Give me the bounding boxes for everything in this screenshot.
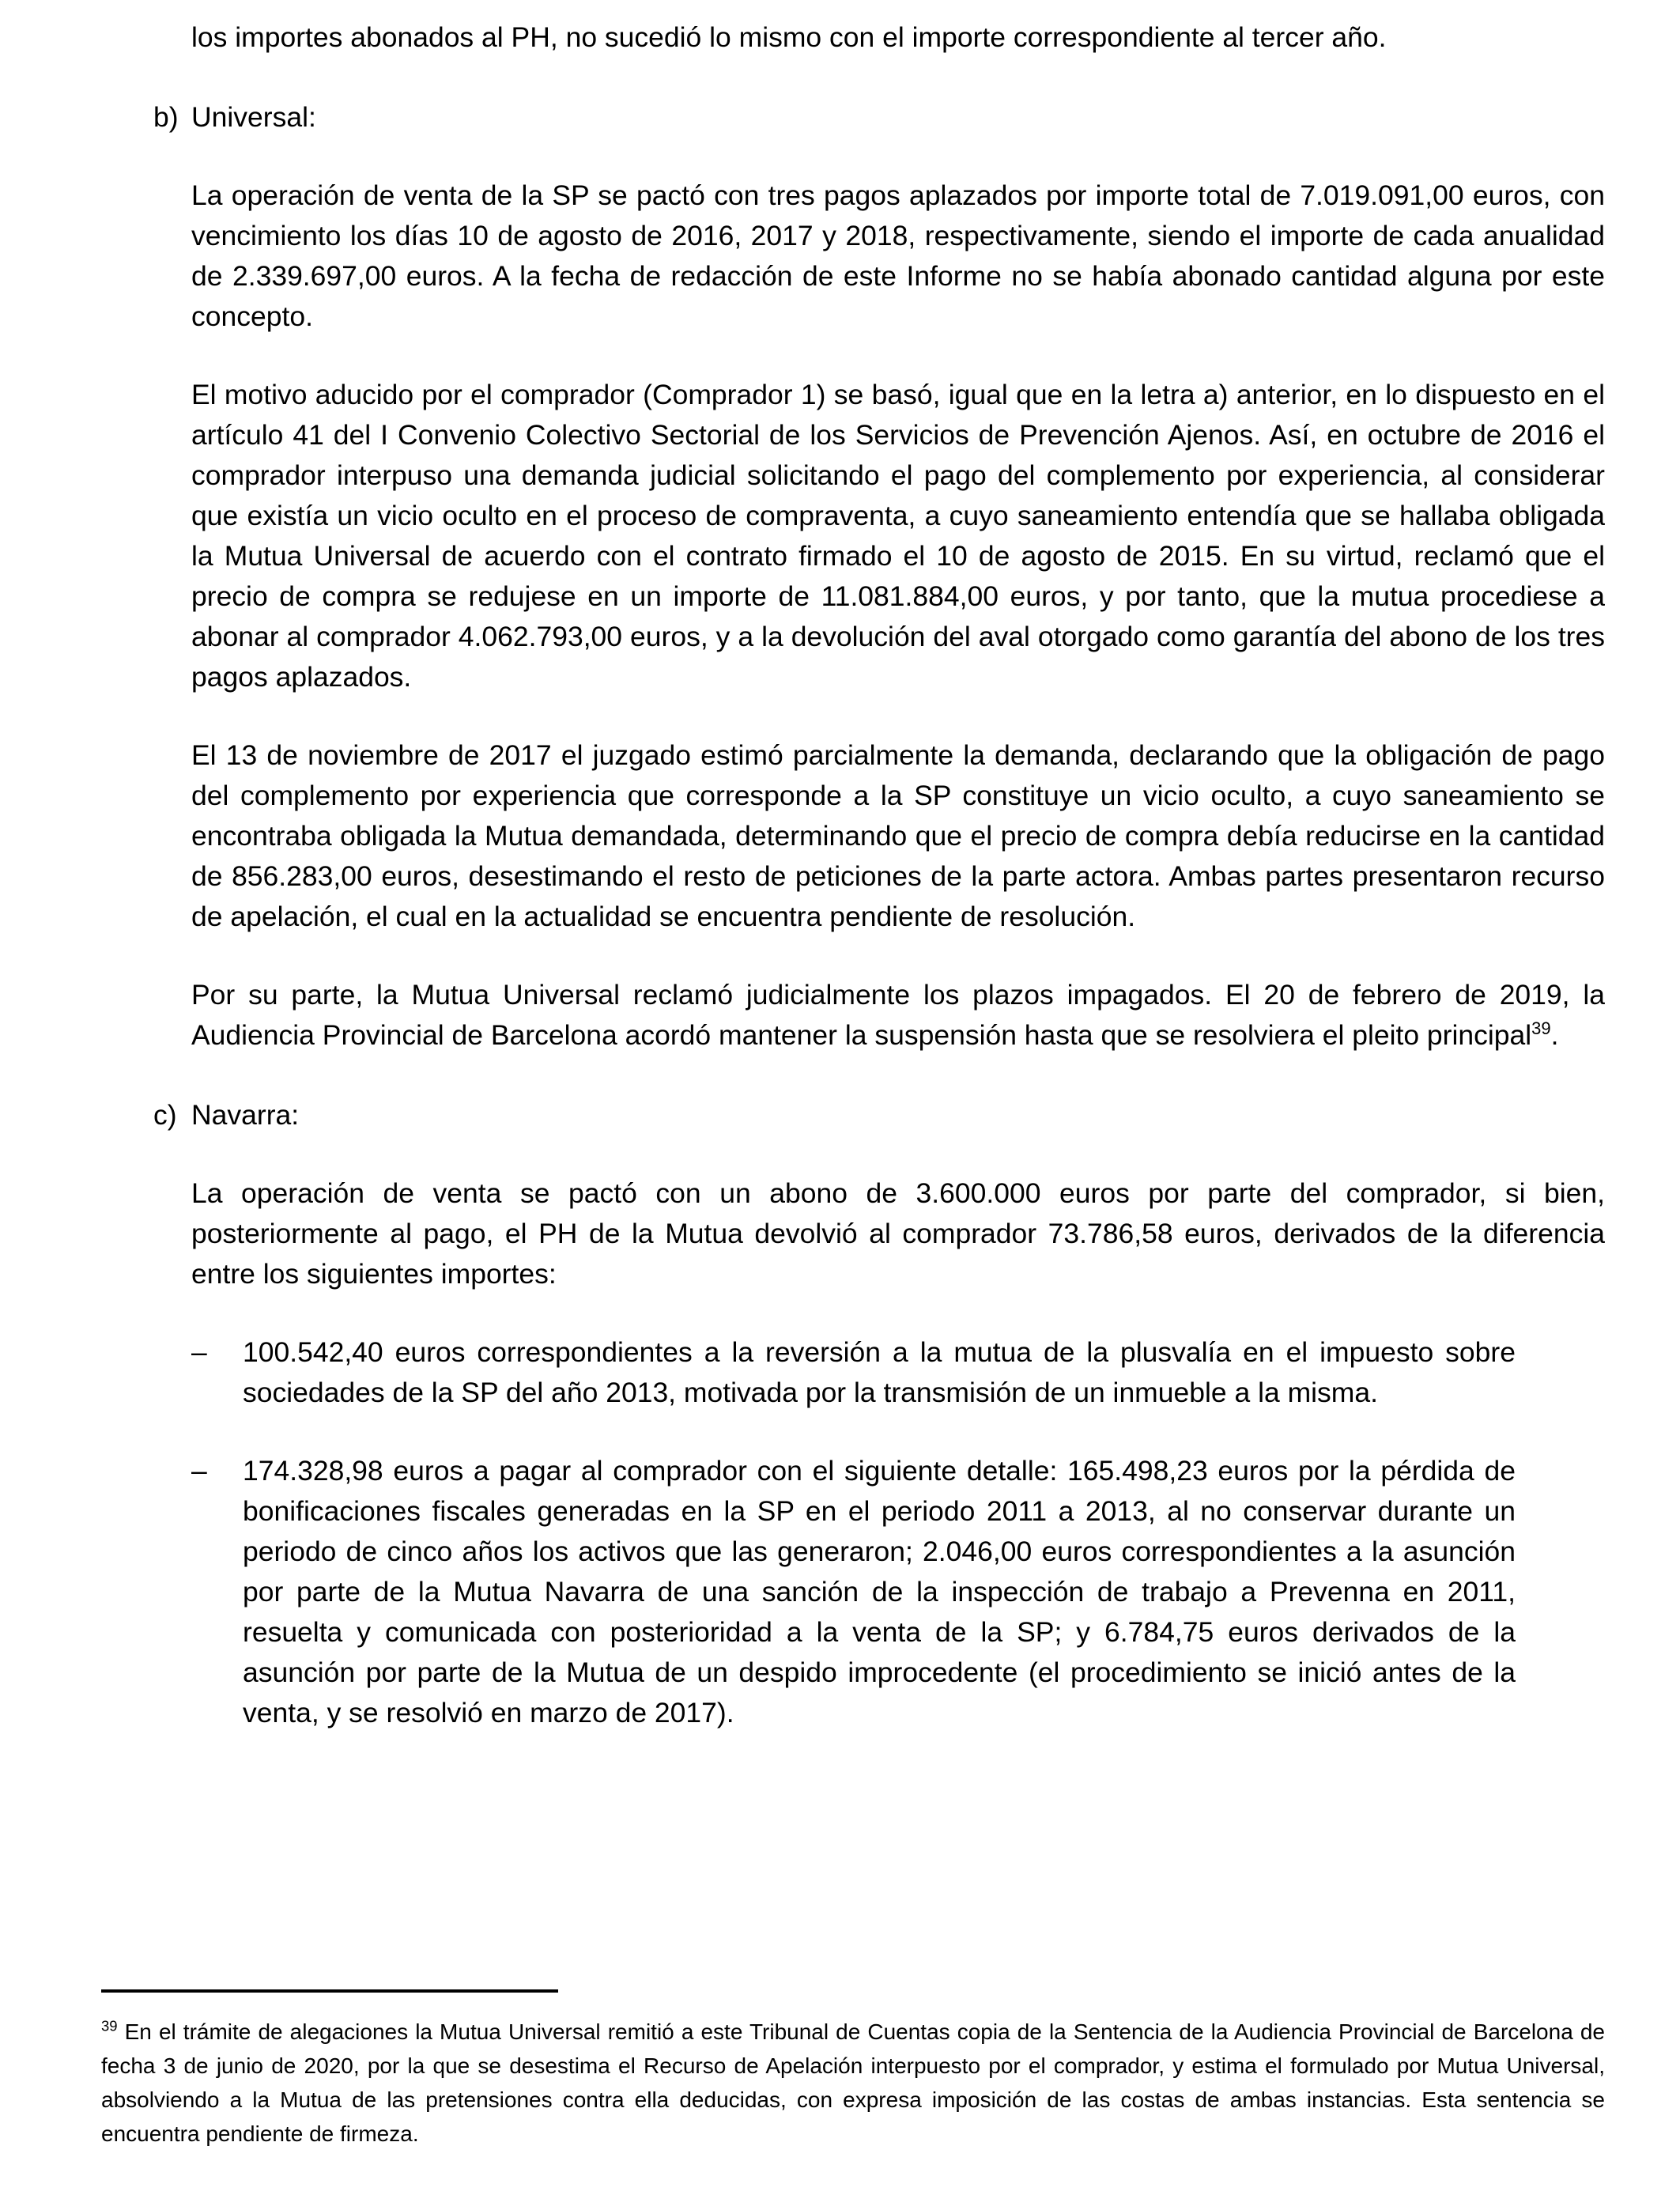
list-marker-b: b) (153, 101, 179, 133)
list-label-universal: Universal: (191, 101, 316, 133)
dash-list-item (191, 1332, 1605, 1413)
continuation-paragraph: los importes abonados al PH, no sucedió lo mismo con el importe correspondiente al tercer año. (191, 21, 1387, 53)
footnote-body-text: En el trámite de alegaciones la Mutua Universal remitió a este Tribunal de Cuentas copia de la Sentencia de la Audiencia Provincial de Barcelona de fecha 3 de junio de 2020, por la que se desestima el Recurso de Apelación interpuesto por el comprador, y estima el formulado por Mutua Universal, absolviendo a la Mutua de las pretensiones contra ella deducidas, con expresa imposición de las costas de ambas instancias. Esta sentencia se encuentra pendiente de firmeza. (101, 2019, 1605, 2146)
footnote-39 (101, 2015, 1605, 2151)
list-marker-c: c) (153, 1099, 177, 1131)
universal-paragraph-4 (191, 975, 1605, 1056)
list-item-navarra (101, 1095, 1605, 1135)
dash-item-text-1: 100.542,40 euros correspondientes a la reversión a la mutua de la plusvalía en el impuesto sobre sociedades de la SP del año 2013, motivada por la transmisión de un inmueble a la misma. (243, 1336, 1516, 1408)
universal-paragraph-2: El motivo aducido por el comprador (Comprador 1) se basó, igual que en la letra a) anterior, en lo dispuesto en el artículo 41 del I Convenio Colectivo Sectorial de los Servicios de Prevención Ajenos. Así, en octubre de 2016 el comprador interpuso una demanda judicial solicitando el pago del complemento por experiencia, al considerar que existía un vicio oculto en el proceso de compraventa, a cuyo saneamiento entendía que se hallaba obligada la Mutua Universal de acuerdo con el contrato firmado el 10 de agosto de 2015. En su virtud, reclamó que el precio de compra se redujese en un importe de 11.081.884,00 euros, y por tanto, que la mutua procediese a abonar al comprador 4.062.793,00 euros, y a la devolución del aval otorgado como garantía del abono de los tres pagos aplazados. (191, 379, 1605, 693)
universal-paragraph-1: La operación de venta de la SP se pactó con tres pagos aplazados por importe total de 7.019.091,00 euros, con vencimiento los días 10 de agosto de 2016, 2017 y 2018, respectivamente, siendo el importe de cada anualidad de 2.339.697,00 euros. A la fecha de redacción de este Informe no se había abonado cantidad alguna por este concepto. (191, 179, 1605, 332)
dash-item-text-2: 174.328,98 euros a pagar al comprador con el siguiente detalle: 165.498,23 euros por la pérdida de bonificaciones fiscales generadas en la SP en el periodo 2011 a 2013, al no conservar durante un periodo de cinco años los activos que las generaron; 2.046,00 euros correspondientes a la asunción por parte de la Mutua Navarra de una sanción de la inspección de trabajo a Prevenna en 2011, resuelta y comunicada con posterioridad a la venta de la SP; y 6.784,75 euros derivados de la asunción por parte de la Mutua de un despido improcedente (el procedimiento se inició antes de la venta, y se resolvió en marzo de 2017). (243, 1455, 1516, 1728)
navarra-paragraph-1: La operación de venta se pactó con un abono de 3.600.000 euros por parte del comprador, si bien, posteriormente al pago, el PH de la Mutua devolvió al comprador 73.786,58 euros, derivados de la diferencia entre los siguientes importes: (191, 1177, 1605, 1290)
list-label-navarra: Navarra: (191, 1099, 300, 1131)
document-body (101, 0, 1605, 1733)
dash-marker-icon: – (191, 1455, 207, 1487)
universal-paragraph-4-tail: . (1550, 1019, 1559, 1051)
dash-list-item (191, 1451, 1605, 1733)
footnote-area (101, 1989, 1605, 2151)
footnote-reference-39[interactable]: 39 (1531, 1018, 1551, 1039)
footnote-separator-rule (101, 1989, 558, 1993)
list-item-universal (101, 97, 1605, 138)
universal-paragraph-3: El 13 de noviembre de 2017 el juzgado estimó parcialmente la demanda, declarando que la obligación de pago del complemento por experiencia que corresponde a la SP constituye un vicio oculto, a cuyo saneamiento se encontraba obligada la Mutua demandada, determinando que el precio de compra debía reducirse en la cantidad de 856.283,00 euros, desestimando el resto de peticiones de la parte actora. Ambas partes presentaron recurso de apelación, el cual en la actualidad se encuentra pendiente de resolución. (191, 739, 1605, 932)
footnote-number: 39 (101, 2017, 118, 2034)
universal-paragraph-4-text: Por su parte, la Mutua Universal reclamó judicialmente los plazos impagados. El 20 de febrero de 2019, la Audiencia Provincial de Barcelona acordó mantener la suspensión hasta que se resolviera el pleito principal (191, 979, 1605, 1051)
dash-marker-icon: – (191, 1336, 207, 1368)
